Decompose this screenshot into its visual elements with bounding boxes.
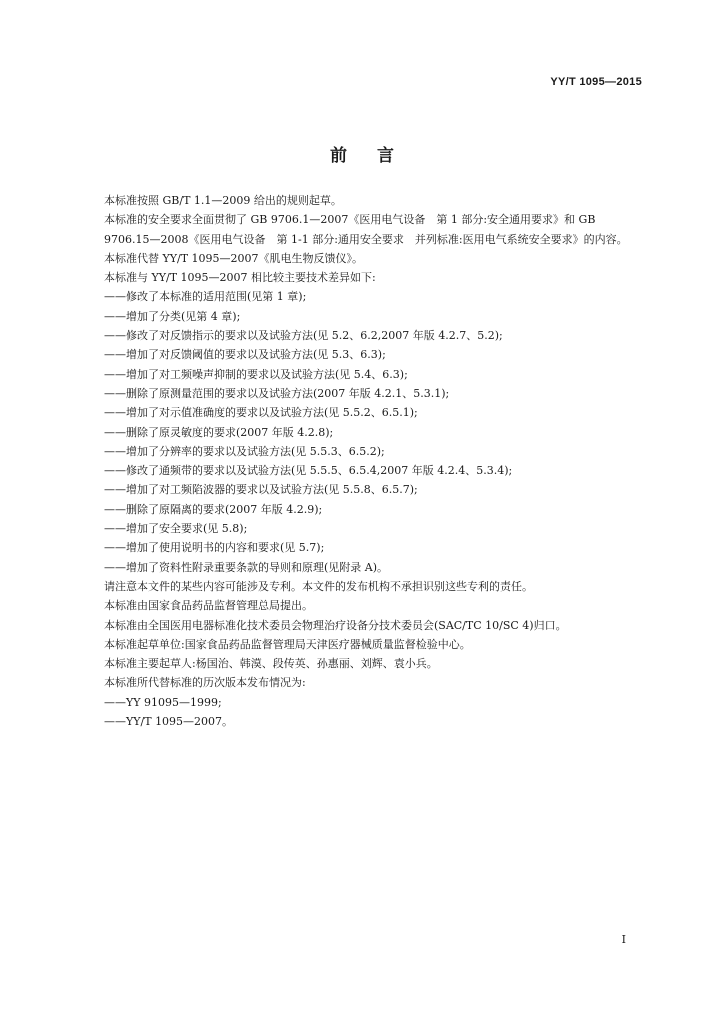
paragraph-committee: 本标准由全国医用电器标准化技术委员会物理治疗设备分技术委员会(SAC/TC 10/SC 4)归口。 xyxy=(104,618,567,632)
change-item: ——增加了对工频噪声抑制的要求以及试验方法(见 5.4、6.3); xyxy=(104,367,408,381)
change-item: ——修改了本标准的适用范围(见第 1 章); xyxy=(104,290,307,304)
page-title: 前言 xyxy=(330,146,424,166)
change-item: ——增加了使用说明书的内容和要求(见 5.7); xyxy=(104,541,325,555)
history-item: ——YY 91095—1999; xyxy=(104,695,222,709)
change-item: ——增加了资料性附录重要条款的导则和原理(见附录 A)。 xyxy=(104,560,389,574)
change-item: ——删除了原隔离的要求(2007 年版 4.2.9); xyxy=(104,502,323,516)
paragraph-replaces: 本标准代替 YY/T 1095—2007《肌电生物反馈仪》。 xyxy=(104,251,364,265)
change-item: ——增加了分类(见第 4 章); xyxy=(104,309,241,323)
history-item: ——YY/T 1095—2007。 xyxy=(104,715,234,729)
paragraph-drafters: 本标准主要起草人:杨国治、韩漠、段传英、孙惠丽、刘辉、袁小兵。 xyxy=(104,657,438,671)
change-item: ——删除了原灵敏度的要求(2007 年版 4.2.8); xyxy=(104,425,334,439)
paragraph-safety-requirements: 本标准的安全要求全面贯彻了 GB 9706.1—2007《医用电气设备 第 1 部分:安全通用要求》和 GB 9706.15—2008《医用电气设备 第 1-1 部分:通用安全要求 并列标准:医用电气系统安全要求》的内容。 xyxy=(104,213,628,246)
paragraph-proposer: 本标准由国家食品药品监督管理总局提出。 xyxy=(104,599,313,613)
paragraph-history-intro: 本标准所代替标准的历次版本发布情况为: xyxy=(104,676,306,690)
change-item: ——增加了分辨率的要求以及试验方法(见 5.5.3、6.5.2); xyxy=(104,444,385,458)
paragraph-differences-intro: 本标准与 YY/T 1095—2007 相比较主要技术差异如下: xyxy=(104,271,376,285)
change-item: ——增加了安全要求(见 5.8); xyxy=(104,522,248,536)
change-item: ——增加了对工频陷波器的要求以及试验方法(见 5.5.8、6.5.7); xyxy=(104,483,418,497)
paragraph-drafting-rules: 本标准按照 GB/T 1.1—2009 给出的规则起草。 xyxy=(104,194,342,207)
change-item: ——删除了原测量范围的要求以及试验方法(2007 年版 4.2.1、5.3.1); xyxy=(104,386,450,400)
standard-code-header: YY/T 1095—2015 xyxy=(550,76,642,88)
change-item: ——修改了对反馈指示的要求以及试验方法(见 5.2、6.2,2007 年版 4.2.7、5.2); xyxy=(104,329,503,343)
change-item: ——增加了对反馈阈值的要求以及试验方法(见 5.3、6.3); xyxy=(104,348,386,362)
paragraph-patent-notice: 请注意本文件的某些内容可能涉及专利。本文件的发布机构不承担识别这些专利的责任。 xyxy=(104,579,533,593)
change-item: ——增加了对示值准确度的要求以及试验方法(见 5.5.2、6.5.1); xyxy=(104,406,418,420)
paragraph-drafting-unit: 本标准起草单位:国家食品药品监督管理局天津医疗器械质量监督检验中心。 xyxy=(104,637,471,651)
page-number: I xyxy=(621,933,626,946)
change-item: ——修改了通频带的要求以及试验方法(见 5.5.5、6.5.4,2007 年版 4.2.4、5.3.4); xyxy=(104,464,513,478)
document-body xyxy=(82,191,642,731)
